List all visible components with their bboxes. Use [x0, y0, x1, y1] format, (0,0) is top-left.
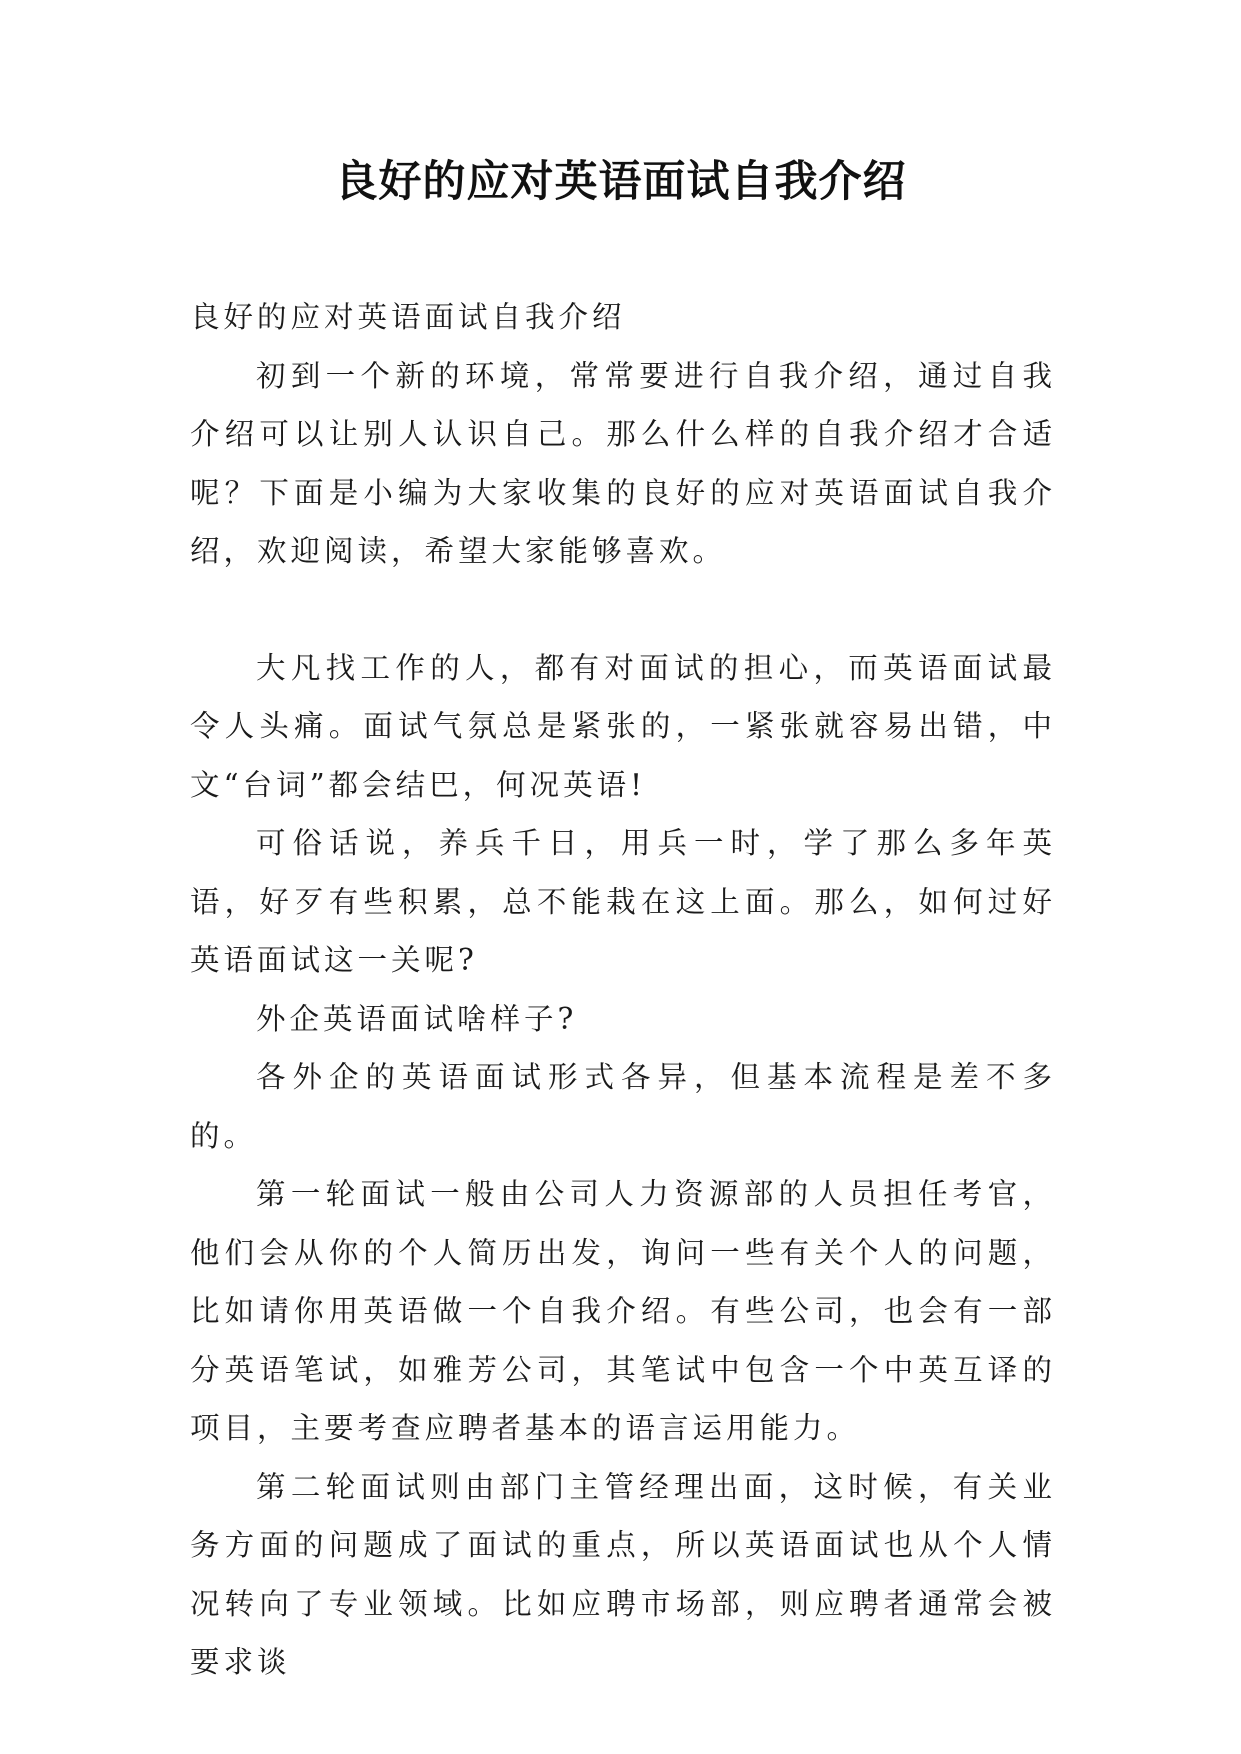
paragraph-spacer — [190, 581, 1056, 639]
body-paragraph: 大凡找工作的人，都有对面试的担心，而英语面试最令人头痛。面试气氛总是紧张的，一紧张就容易出错，中文“台词”都会结巴，何况英语! — [190, 650, 1056, 802]
body-paragraph: 第二轮面试则由部门主管经理出面，这时候，有关业务方面的问题成了面试的重点，所以英语面试也从个人情况转向了专业领域。比如应聘市场部，则应聘者通常会被要求谈 — [190, 1469, 1056, 1679]
body-paragraph: 各外企的英语面试形式各异，但基本流程是差不多的。 — [190, 1060, 1056, 1153]
section-heading-paragraph: 外企英语面试啥样子? — [256, 1001, 578, 1036]
intro-paragraph: 初到一个新的环境，常常要进行自我介绍，通过自我介绍可以让别人认识自己。那么什么样的自我介绍才合适呢？下面是小编为大家收集的良好的应对英语面试自我介绍，欢迎阅读，希望大家能够喜欢。 — [190, 358, 1056, 568]
body-paragraph: 第一轮面试一般由公司人力资源部的人员担任考官，他们会从你的个人简历出发，询问一些有关个人的问题，比如请你用英语做一个自我介绍。有些公司，也会有一部分英语笔试，如雅芳公司，其笔试中包含一个中英互译的项目，主要考查应聘者基本的语言运用能力。 — [190, 1177, 1056, 1445]
subtitle-paragraph: 良好的应对英语面试自我介绍 — [190, 300, 626, 334]
body-paragraph: 可俗话说，养兵千日，用兵一时，学了那么多年英语，好歹有些积累，总不能栽在这上面。那么，如何过好英语面试这一关呢? — [190, 826, 1056, 977]
document-body — [190, 288, 1056, 1692]
document-title: 良好的应对英语面试自我介绍 — [334, 157, 907, 207]
